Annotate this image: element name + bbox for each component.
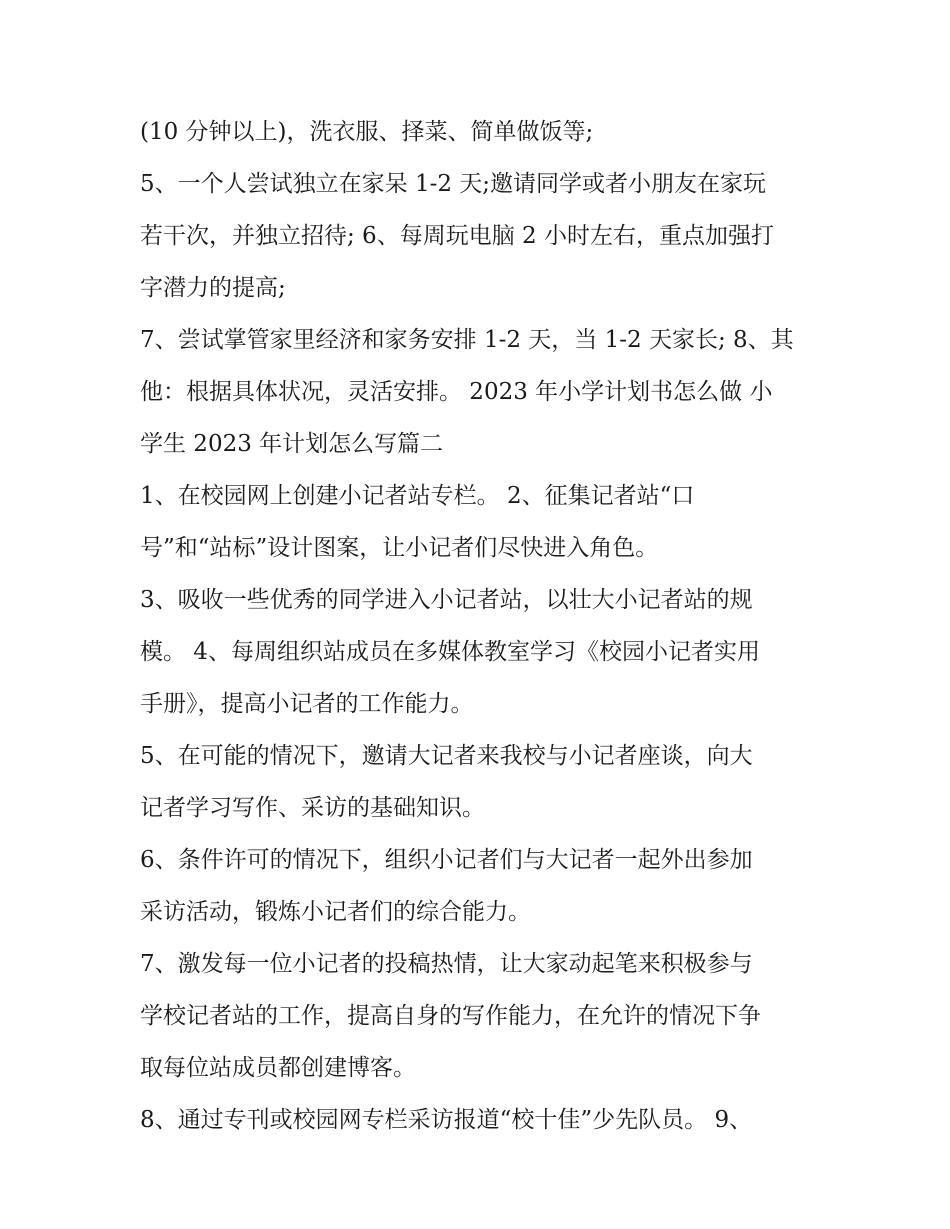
- text-line: 8、通过专刊或校园网专栏采访报道“校十佳”少先队员。 9、: [140, 1107, 753, 1133]
- text-line: 记者学习写作、采访的基础知识。: [140, 795, 485, 821]
- text-line: 若干次，并独立招待; 6、每周玩电脑 2 小时左右，重点加强打: [140, 223, 774, 249]
- text-line: (10 分钟以上)，洗衣服、择菜、简单做饭等;: [140, 119, 594, 145]
- text-line: 7、尝试掌管家里经济和家务安排 1-2 天，当 1-2 天家长; 8、其: [140, 327, 794, 353]
- text-line: 6、条件许可的情况下，组织小记者们与大记者一起外出参加: [140, 847, 753, 873]
- text-line: 号”和“站标”设计图案，让小记者们尽快进入角色。: [140, 535, 659, 561]
- text-line: 5、一个人尝试独立在家呆 1-2 天;邀请同学或者小朋友在家玩: [140, 171, 767, 197]
- text-line: 7、激发每一位小记者的投稿热情，让大家动起笔来积极参与: [140, 951, 753, 977]
- text-line: 学校记者站的工作，提高自身的写作能力，在允许的情况下争: [140, 1003, 761, 1029]
- text-line: 3、吸收一些优秀的同学进入小记者站，以壮大小记者站的规: [140, 587, 753, 613]
- text-line: 字潜力的提高;: [140, 275, 286, 301]
- text-line: 5、在可能的情况下，邀请大记者来我校与小记者座谈，向大: [140, 743, 753, 769]
- text-line: 学生 2023 年计划怎么写篇二: [140, 431, 444, 457]
- text-line: 模。 4、每周组织站成员在多媒体教室学习《校园小记者实用: [140, 639, 760, 665]
- text-line: 他：根据具体状况，灵活安排。 2023 年小学计划书怎么做 小: [140, 379, 773, 405]
- text-line: 采访活动，锻炼小记者们的综合能力。: [140, 899, 531, 925]
- body-text: [140, 106, 830, 1146]
- text-line: 取每位站成员都创建博客。: [140, 1055, 416, 1081]
- text-line: 手册》，提高小记者的工作能力。: [140, 691, 474, 717]
- text-line: 1、在校园网上创建小记者站专栏。 2、征集记者站“口: [140, 483, 695, 509]
